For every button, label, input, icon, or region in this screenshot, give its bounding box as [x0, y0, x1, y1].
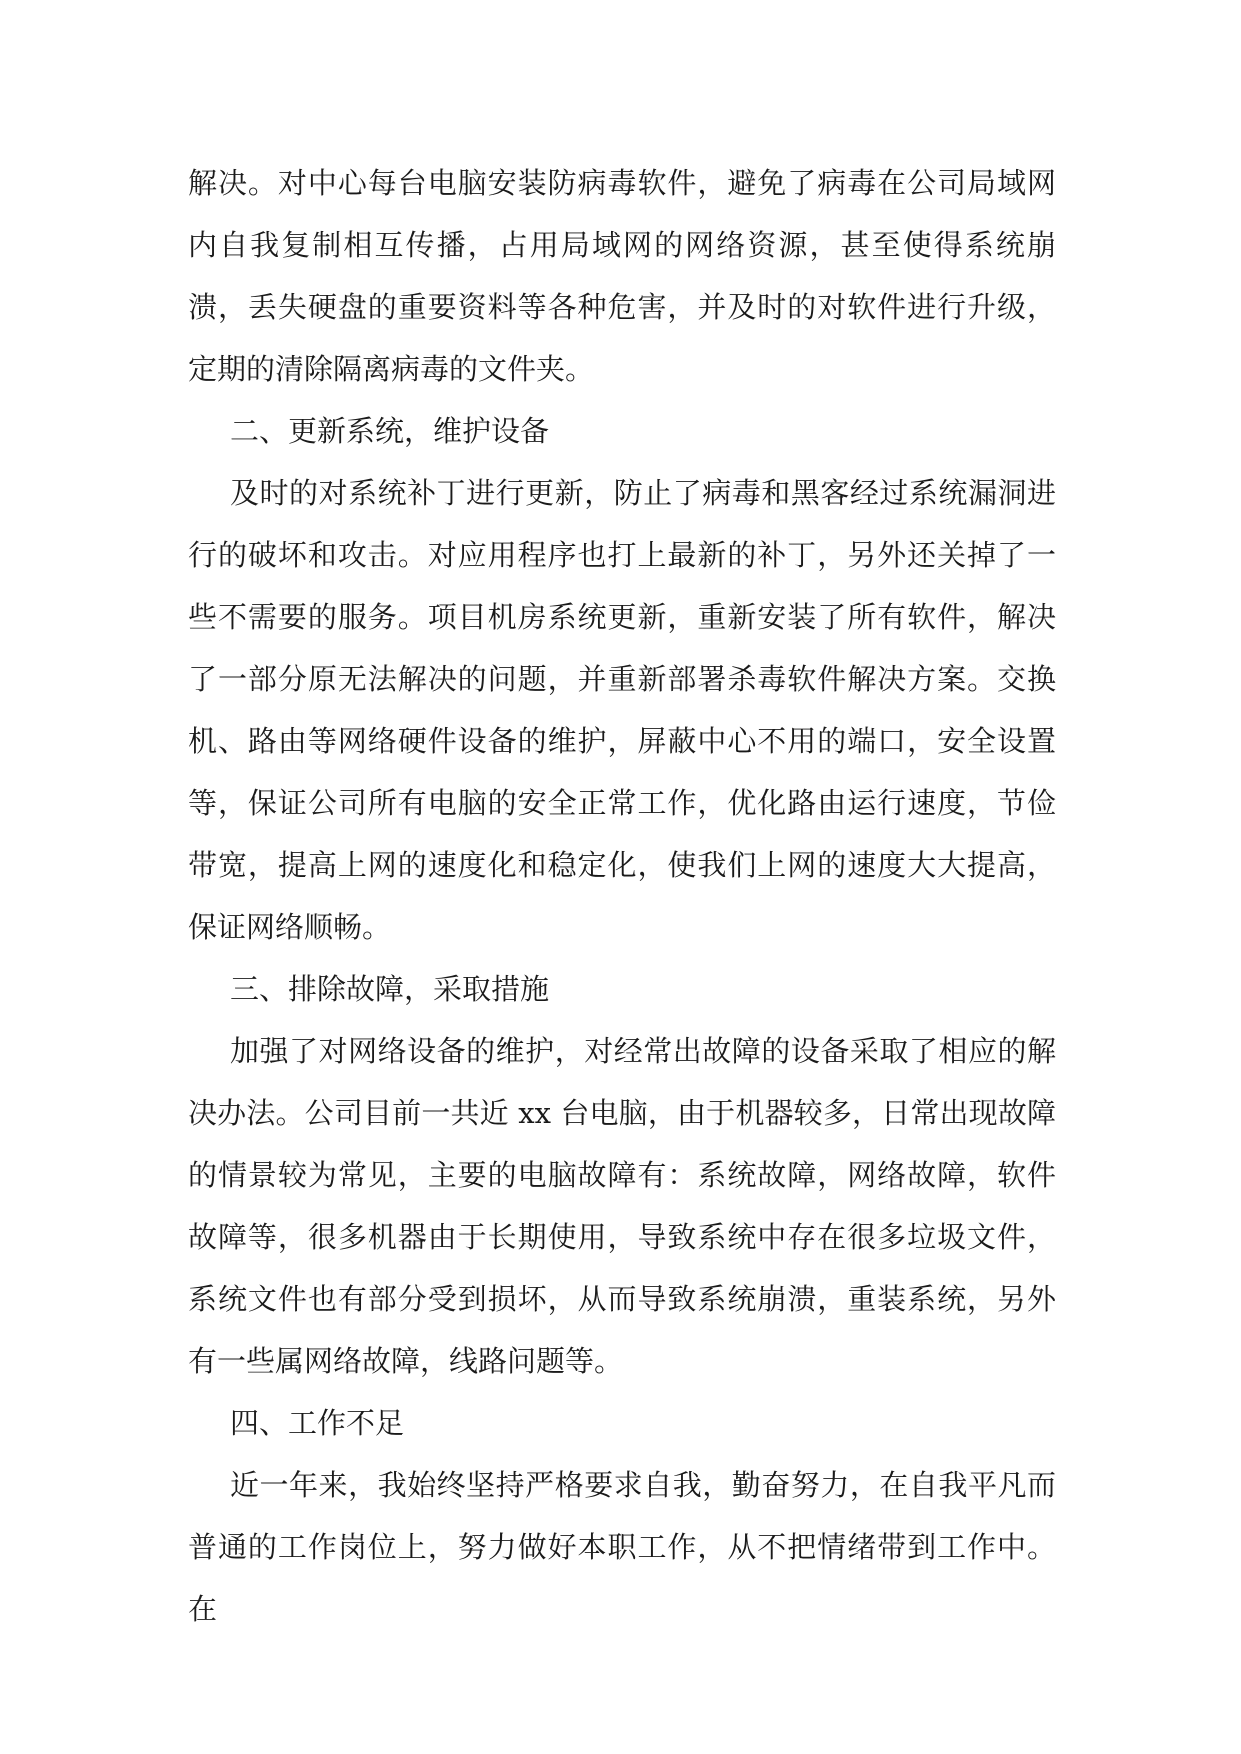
paragraph-update-system: 及时的对系统补丁进行更新，防止了病毒和黑客经过系统漏洞进行的破坏和攻击。对应用程序也打上最新的补丁，另外还关掉了一些不需要的服务。项目机房系统更新，重新安装了所有软件，解决了一部分原无法解决的问题，并重新部署杀毒软件解决方案。交换机、路由等网络硬件设备的维护，屏蔽中心不用的端口，安全设置等，保证公司所有电脑的安全正常工作，优化路由运行速度，节俭带宽，提高上网的速度化和稳定化，使我们上网的速度大大提高，保证网络顺畅。 — [188, 476, 1056, 944]
paragraph-virus-protection: 解决。对中心每台电脑安装防病毒软件，避免了病毒在公司局域网内自我复制相互传播，占用局域网的网络资源，甚至使得系统崩溃，丢失硬盘的重要资料等各种危害，并及时的对软件进行升级，定期的清除隔离病毒的文件夹。 — [188, 166, 1056, 386]
paragraph-troubleshooting: 加强了对网络设备的维护，对经常出故障的设备采取了相应的解决办法。公司目前一共近 xx 台电脑，由于机器较多，日常出现故障的情景较为常见，主要的电脑故障有：系统故障，网络故障，软件故障等，很多机器由于长期使用，导致系统中存在很多垃圾文件，系统文件也有部分受到损坏，从而导致系统崩溃，重装系统，另外有一些属网络故障，线路问题等。 — [188, 1034, 1056, 1378]
document-body — [188, 152, 1056, 1640]
paragraph-shortcomings: 近一年来，我始终坚持严格要求自我，勤奋努力，在自我平凡而普通的工作岗位上，努力做好本职工作，从不把情绪带到工作中。在 — [188, 1468, 1056, 1626]
section-heading-update-system: 二、更新系统，维护设备 — [230, 414, 550, 448]
section-heading-shortcomings: 四、工作不足 — [230, 1406, 405, 1440]
section-heading-troubleshooting: 三、排除故障，采取措施 — [230, 972, 550, 1006]
